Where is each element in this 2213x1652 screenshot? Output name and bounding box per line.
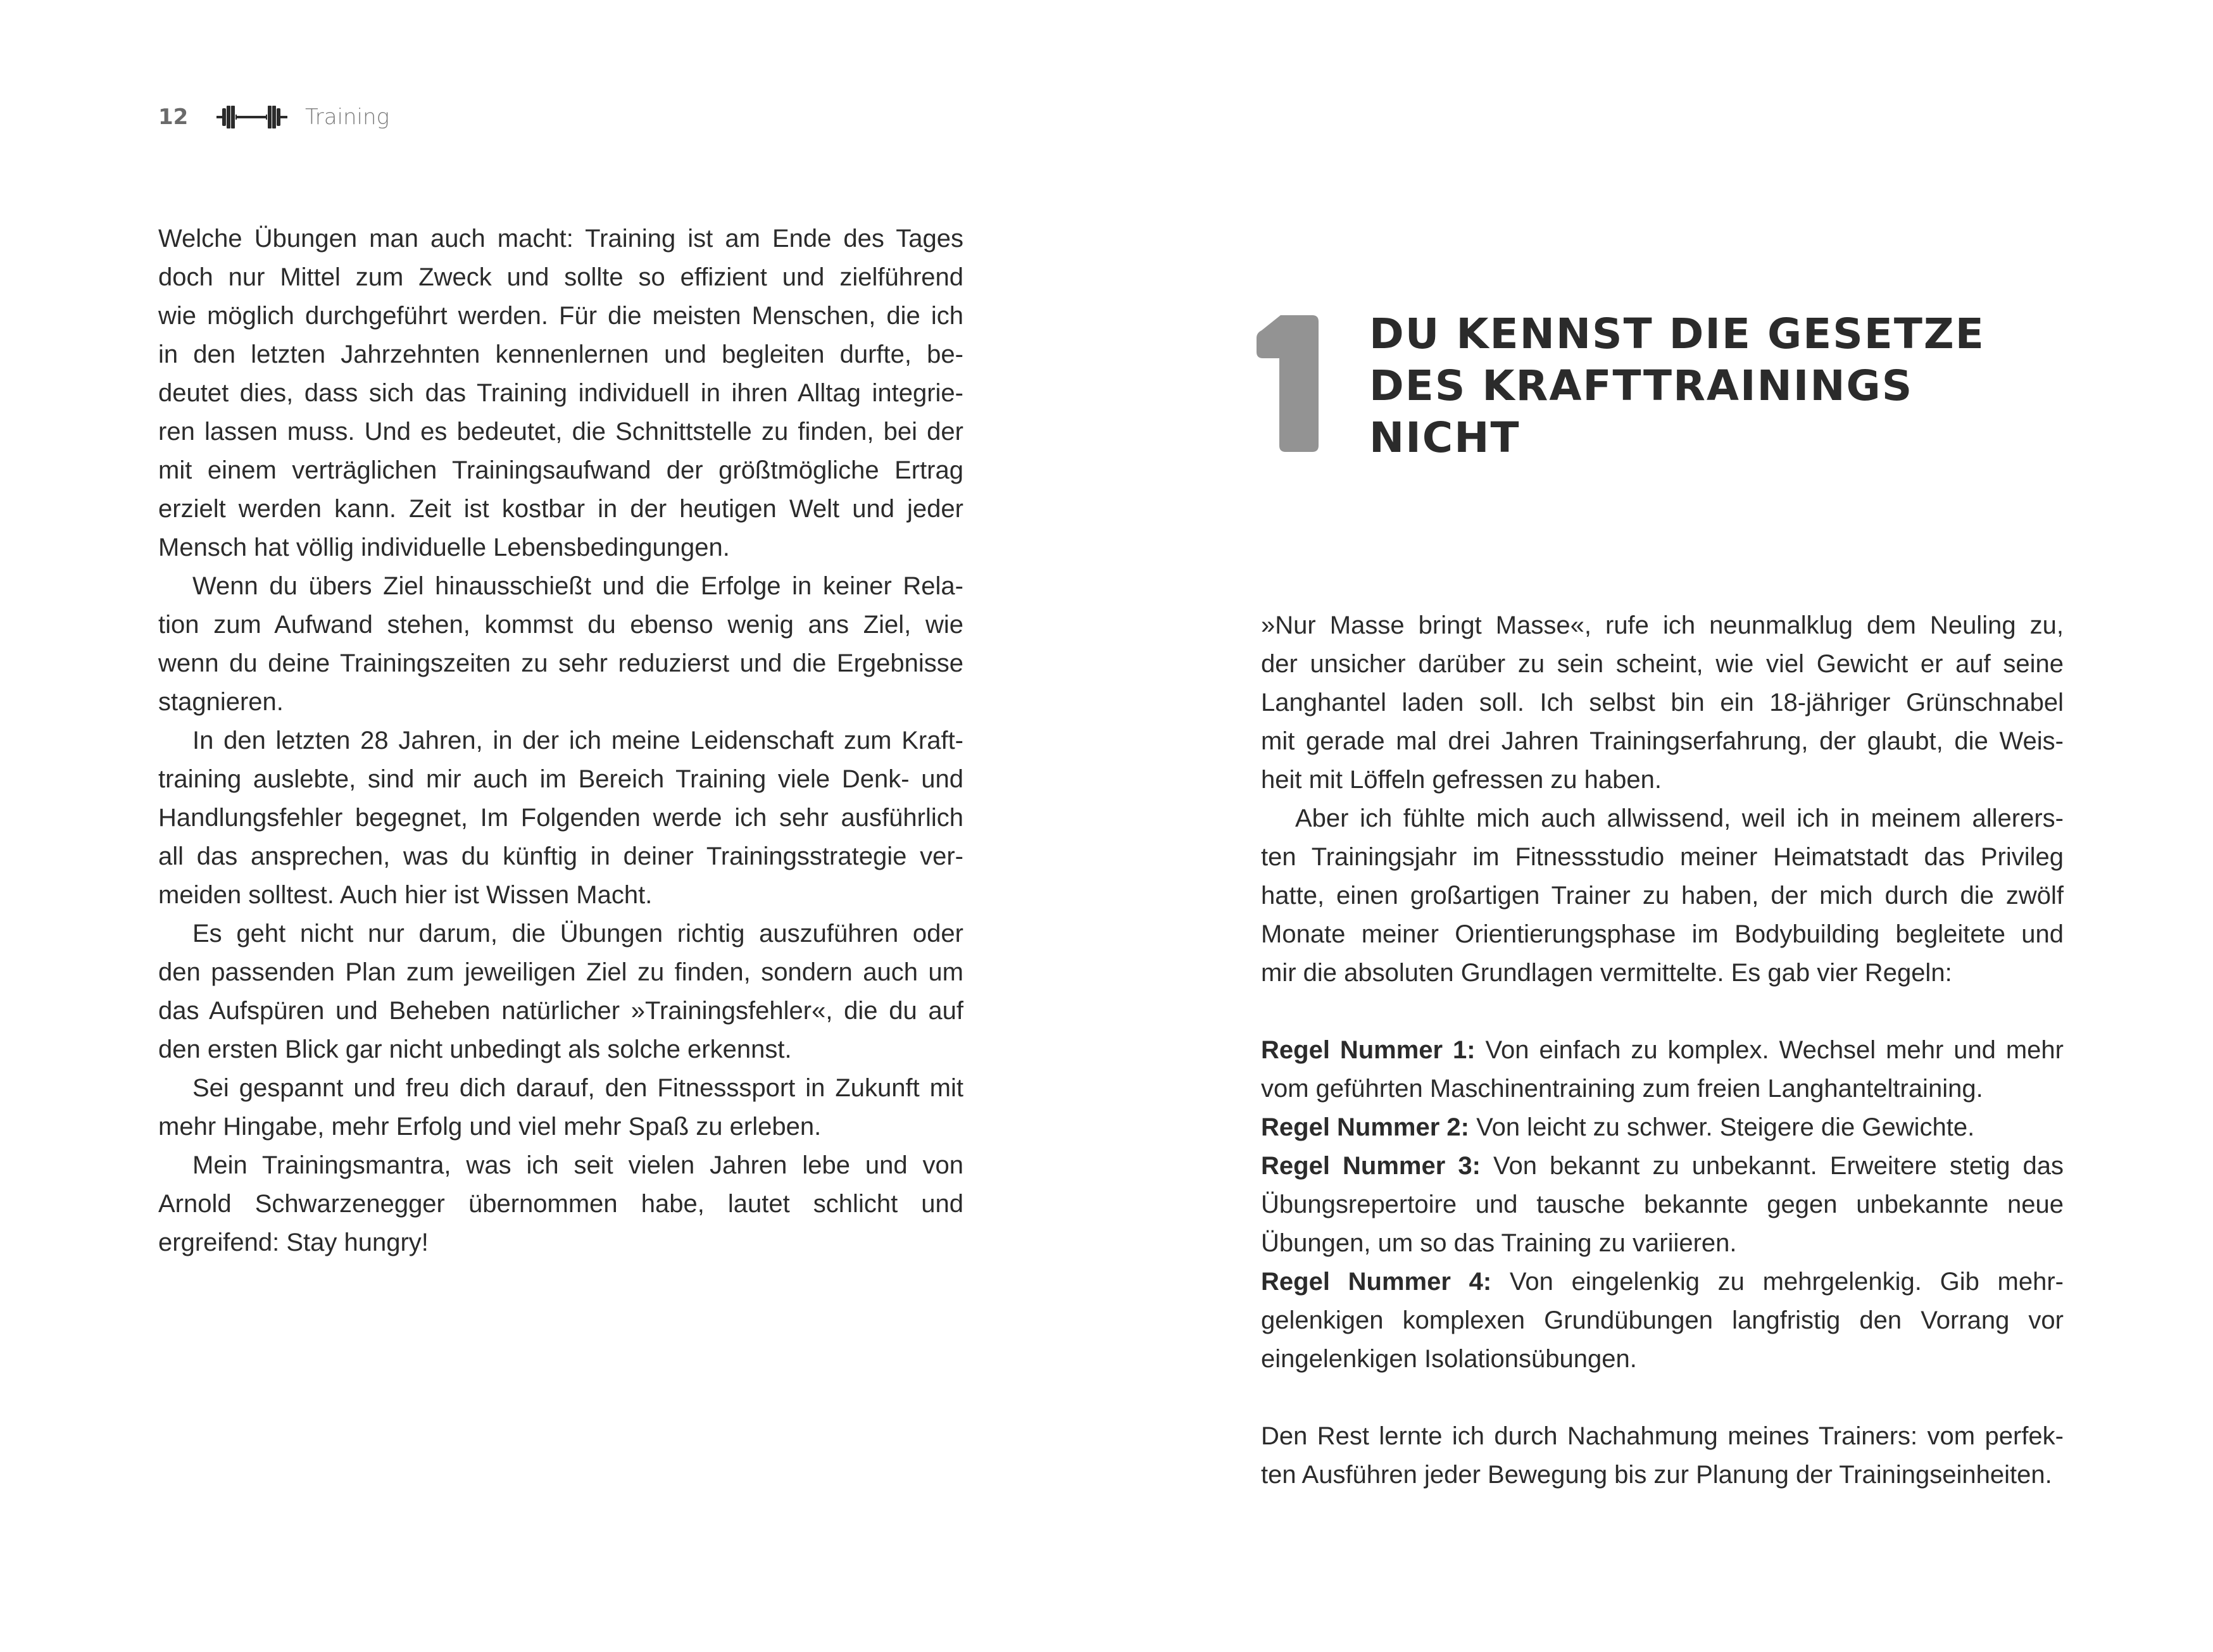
text-line: Welche Übungen man auch macht: Training ist am Ende des Tages	[158, 225, 963, 253]
text-line: erzielt werden kann. Zeit ist kostbar in der heutigen Welt und jeder	[158, 495, 963, 523]
text-line: Übungen, um so das Training zu variieren.	[1261, 1229, 1737, 1257]
text-line: mit einem verträglichen Trainingsaufwand der größtmögliche Ertrag	[158, 456, 963, 484]
rule-label: Regel Nummer 4:	[1261, 1268, 1492, 1296]
spacer	[1261, 992, 2064, 1031]
text-line: ren lassen muss. Und es bedeutet, die Schnittstelle zu finden, bei der	[158, 418, 963, 446]
rule-text: Von einfach zu komplex. Wechsel mehr und mehr	[1475, 1036, 2064, 1064]
running-head	[158, 101, 389, 133]
rule-text: Von leicht zu schwer. Steigere die Gewichte.	[1469, 1113, 1975, 1141]
rule-label: Regel Nummer 3:	[1261, 1152, 1481, 1180]
text-line: Mein Trainingsmantra, was ich seit vielen Jahren lebe und von	[192, 1151, 963, 1179]
text-line: deutet dies, dass sich das Training individuell in ihren Alltag integrie-	[158, 379, 963, 407]
text-line: Arnold Schwarzenegger übernommen habe, lautet schlicht und	[158, 1190, 963, 1218]
section-title: Training	[305, 104, 389, 130]
rule-label: Regel Nummer 1:	[1261, 1036, 1476, 1064]
text-line: den passenden Plan zum jeweiligen Ziel zu finden, sondern auch um	[158, 958, 963, 986]
text-line: training auslebte, sind mir auch im Bereich Training viele Denk- und	[158, 765, 963, 793]
text-line: ergreifend: Stay hungry!	[158, 1229, 429, 1256]
text-line: Wenn du übers Ziel hinausschießt und die Erfolge in keiner Rela-	[192, 572, 963, 600]
paragraph	[1261, 1417, 2064, 1494]
text-line: in den letzten Jahrzehnten kennenlernen und begleiten durfte, be-	[158, 341, 963, 368]
text-line: den ersten Blick gar nicht unbedingt als solche erkennst.	[158, 1036, 792, 1063]
paragraph	[158, 567, 963, 722]
text-line: vom geführten Maschinentraining zum freien Langhanteltraining.	[1261, 1075, 1983, 1103]
text-line: Handlungsfehler begegnet, Im Folgenden werde ich sehr ausführlich	[158, 804, 963, 832]
rules-list	[1261, 1031, 2064, 1379]
text-line: Mensch hat völlig individuelle Lebensbedingungen.	[158, 534, 730, 561]
paragraph	[158, 1069, 963, 1146]
text-line: wie möglich durchgeführt werden. Für die meisten Menschen, die ich	[158, 302, 963, 330]
rule-label: Regel Nummer 2:	[1261, 1113, 1469, 1141]
text-line: Übungsrepertoire und tausche bekannte gegen unbekannte neue	[1261, 1191, 2064, 1218]
chapter-title-line: NICHT	[1369, 413, 1520, 462]
paragraph	[1261, 799, 2064, 992]
text-line: tion zum Aufwand stehen, kommst du ebenso wenig ans Ziel, wie	[158, 611, 963, 639]
rule-item	[1261, 1031, 2064, 1108]
rule-item	[1261, 1147, 2064, 1263]
paragraph	[158, 1146, 963, 1262]
text-line: gelenkigen komplexen Grundübungen langfristig den Vorrang vor	[1261, 1306, 2064, 1334]
paragraph	[158, 915, 963, 1069]
paragraph	[158, 220, 963, 567]
rule-item	[1261, 1108, 2064, 1147]
text-line: ten Trainingsjahr im Fitnessstudio meiner Heimatstadt das Privileg	[1261, 843, 2064, 871]
text-line	[1261, 1147, 2064, 1186]
chapter-title	[1369, 308, 2066, 464]
rule-text: Von eingelenkig zu mehrgelenkig. Gib mehr-	[1491, 1268, 2064, 1296]
text-line: Sei gespannt und freu dich darauf, den Fitnesssport in Zukunft mit	[192, 1074, 963, 1102]
text-line: doch nur Mittel zum Zweck und sollte so effizient und zielführend	[158, 263, 963, 291]
text-line: mir die absoluten Grundlagen vermittelte. Es gab vier Regeln:	[1261, 959, 1952, 987]
spacer	[1261, 1379, 2064, 1417]
text-line: mehr Hingabe, mehr Erfolg und viel mehr Spaß zu erleben.	[158, 1113, 822, 1141]
left-page-body	[158, 220, 963, 1262]
text-line: hatte, einen großartigen Trainer zu haben, der mich durch die zwölf	[1261, 882, 2064, 910]
text-line: heit mit Löffeln gefressen zu haben.	[1261, 766, 1662, 794]
text-line	[1261, 1263, 2064, 1301]
text-line: mit gerade mal drei Jahren Trainingserfahrung, der glaubt, die Weis-	[1261, 727, 2064, 755]
page-number: 12	[158, 104, 189, 130]
text-line: Den Rest lernte ich durch Nachahmung meines Trainers: vom perfek-	[1261, 1422, 2064, 1450]
text-line: wenn du deine Trainingszeiten zu sehr reduzierst und die Ergebnisse	[158, 649, 963, 677]
right-page-body	[1261, 606, 2064, 1494]
chapter-title-line: DES KRAFTTRAININGS	[1369, 361, 1914, 410]
text-line	[1261, 1031, 2064, 1070]
text-line: eingelenkigen Isolationsübungen.	[1261, 1345, 1637, 1373]
rule-text: Von bekannt zu unbekannt. Erweitere stetig das	[1480, 1152, 2064, 1180]
text-line: der unsicher darüber zu sein scheint, wie viel Gewicht er auf seine	[1261, 650, 2064, 678]
text-line: Aber ich fühlte mich auch allwissend, weil ich in meinem allerers-	[1295, 804, 2064, 832]
text-line: In den letzten 28 Jahren, in der ich meine Leidenschaft zum Kraft-	[192, 727, 963, 754]
barbell-icon	[216, 104, 287, 130]
text-line: Monate meiner Orientierungsphase im Bodybuilding begleitete und	[1261, 920, 2064, 948]
rule-item	[1261, 1263, 2064, 1379]
text-line: Es geht nicht nur darum, die Übungen richtig auszuführen oder	[192, 920, 963, 948]
text-line: das Aufspüren und Beheben natürlicher »Trainingsfehler«, die du auf	[158, 997, 963, 1025]
text-line: ten Ausführen jeder Bewegung bis zur Planung der Trainingseinheiten.	[1261, 1461, 2052, 1489]
text-line: all das ansprechen, was du künftig in deiner Trainingsstrategie ver-	[158, 842, 963, 870]
text-line: meiden solltest. Auch hier ist Wissen Macht.	[158, 881, 653, 909]
paragraph	[158, 722, 963, 915]
chapter-title-line: DU KENNST DIE GESETZE	[1369, 310, 1985, 358]
text-line: Langhantel laden soll. Ich selbst bin ein 18-jähriger Grünschnabel	[1261, 689, 2064, 716]
text-line: stagnieren.	[158, 688, 284, 716]
text-line: »Nur Masse bringt Masse«, rufe ich neunmalklug dem Neuling zu,	[1261, 611, 2064, 639]
text-line	[1261, 1108, 2064, 1147]
chapter-number-glyph	[1255, 314, 1319, 453]
paragraph	[1261, 606, 2064, 799]
